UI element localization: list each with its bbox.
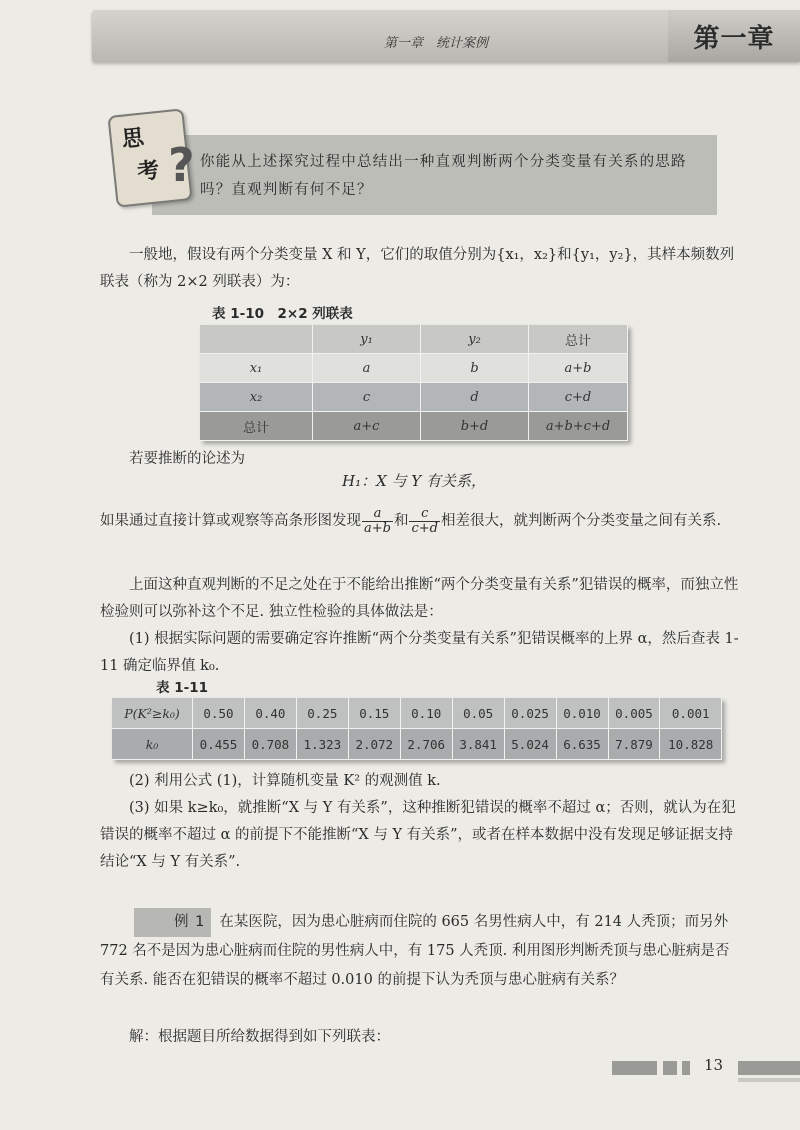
table-row [112,729,722,760]
table-row [200,325,628,354]
question-mark-icon: ? [168,138,195,192]
text-span: 和 [393,513,409,529]
fraction-denominator: c+d [411,520,438,536]
table-cell: a+b+c+d [529,412,628,441]
table-cell: 0.025 [504,698,556,729]
table-cell: 0.05 [452,698,504,729]
hypothesis-intro: 若要推断的论述为 [129,451,245,467]
table-row [200,354,628,383]
intro-paragraph: 一般地，假设有两个分类变量 X 和 Y，它们的取值分别为{x₁，x₂}和{y₁，y₂}，其样本频数列联表（称为 2×2 列联表）为： [100,247,735,290]
table-row [200,383,628,412]
table-cell: 总计 [529,325,628,354]
chapter-header [92,10,800,62]
table-cell: 0.455 [193,729,245,760]
table-cell: x₂ [200,383,313,412]
table-cell: y₂ [421,325,529,354]
table-cell: 0.15 [348,698,400,729]
table-cell: a [313,354,421,383]
table-cell: 0.708 [244,729,296,760]
footer-decor-bar [738,1061,800,1075]
table-cell: a+c [313,412,421,441]
table-cell: 2.706 [400,729,452,760]
contingency-table-2x2 [200,325,628,441]
table-cell: 0.40 [244,698,296,729]
fraction-numerator: c [409,507,440,522]
intuitive-judgment-paragraph [100,505,740,537]
limitation-paragraph: 上面这种直观判断的不足之处在于不能给出推断“两个分类变量有关系”犯错误的概率，而独立性检验则可以弥补这个不足. 独立性检验的具体做法是： [100,577,739,620]
example-label: 例 1 [134,908,211,937]
step-3-paragraph: (3) 如果 k≥k₀，就推断“X 与 Y 有关系”，这种推断犯错误的概率不超过 α；否则，就认为在犯错误的概率不超过 α 的前提下不能推断“X 与 Y 有关系”，或者在样本数据中没有发现足够证据支持结论“X 与 Y 有关系”. [100,800,736,870]
table-cell: b [421,354,529,383]
think-badge-char-2: 考 [136,157,161,186]
table-cell: 0.25 [296,698,348,729]
table-cell: 1.323 [296,729,348,760]
solution-paragraph: 解：根据题目所给数据得到如下列联表： [129,1029,390,1045]
row-label-probability: P(K²≥k₀) [112,698,193,729]
table-cell: d [421,383,529,412]
table-cell: y₁ [313,325,421,354]
table-cell: 0.010 [556,698,608,729]
table-cell: 0.50 [193,698,245,729]
hypothesis-statement: H₁：X 与 Y 有关系， [342,472,486,490]
table-cell: c+d [529,383,628,412]
table-cell [200,325,313,354]
table-row [112,698,722,729]
step-2-paragraph: (2) 利用公式 (1)，计算随机变量 K² 的观测值 k. [129,773,441,789]
step-1-paragraph: (1) 根据实际问题的需要确定容许推断“两个分类变量有关系”犯错误概率的上界 α，然后查表 1-11 确定临界值 k₀. [100,631,739,674]
table-row [200,412,628,441]
table-1-11-caption: 表 1-11 [156,680,208,696]
example-1-paragraph [100,908,740,995]
text-span: 相差很大，就判断两个分类变量之间有关系. [440,513,722,529]
table-cell: x₁ [200,354,313,383]
table-cell: a+b [529,354,628,383]
think-question-text: 你能从上述探究过程中总结出一种直观判断两个分类变量有关系的思路吗？直观判断有何不足？ [200,154,687,198]
fraction-a-over-a-plus-b [362,507,393,536]
example-text: 在某医院，因为患心脏病而住院的 665 名男性病人中，有 214 人秃顶；而另外 772 名不是因为患心脏病而住院的男性病人中，有 175 人秃顶. 利用图形判断秃顶与患心脏病是否有关系. 能否在犯错误的概率不超过 0.010 的前提下认为秃顶与患心脏病有关系？ [100,914,730,988]
footer-decor-bar [682,1061,690,1075]
fraction-denominator: a+b [364,520,391,536]
table-cell: 7.879 [608,729,660,760]
text-span: 如果通过直接计算或观察等高条形图发现 [100,513,361,529]
page-number: 13 [704,1056,724,1074]
footer-decor-bar [663,1061,677,1075]
footer-decor-bar [738,1078,800,1082]
table-cell: 总计 [200,412,313,441]
table-cell: b+d [421,412,529,441]
chapter-title-small: 第一章 统计案例 [384,36,489,51]
table-cell: 5.024 [504,729,556,760]
table-cell: c [313,383,421,412]
table-cell: 3.841 [452,729,504,760]
table-cell: 0.001 [660,698,722,729]
fraction-c-over-c-plus-d [409,507,440,536]
table-cell: 2.072 [348,729,400,760]
table-cell: 6.635 [556,729,608,760]
chapter-title-big: 第一章 [668,10,800,62]
table-cell: 10.828 [660,729,722,760]
table-1-10-caption: 表 1-10 2×2 列联表 [212,306,353,322]
think-badge-char-1: 思 [120,124,146,153]
row-label-critical-value: k₀ [112,729,193,760]
table-cell: 0.005 [608,698,660,729]
footer-decor-bar [612,1061,657,1075]
fraction-numerator: a [362,507,393,522]
critical-value-table [112,698,722,760]
table-cell: 0.10 [400,698,452,729]
